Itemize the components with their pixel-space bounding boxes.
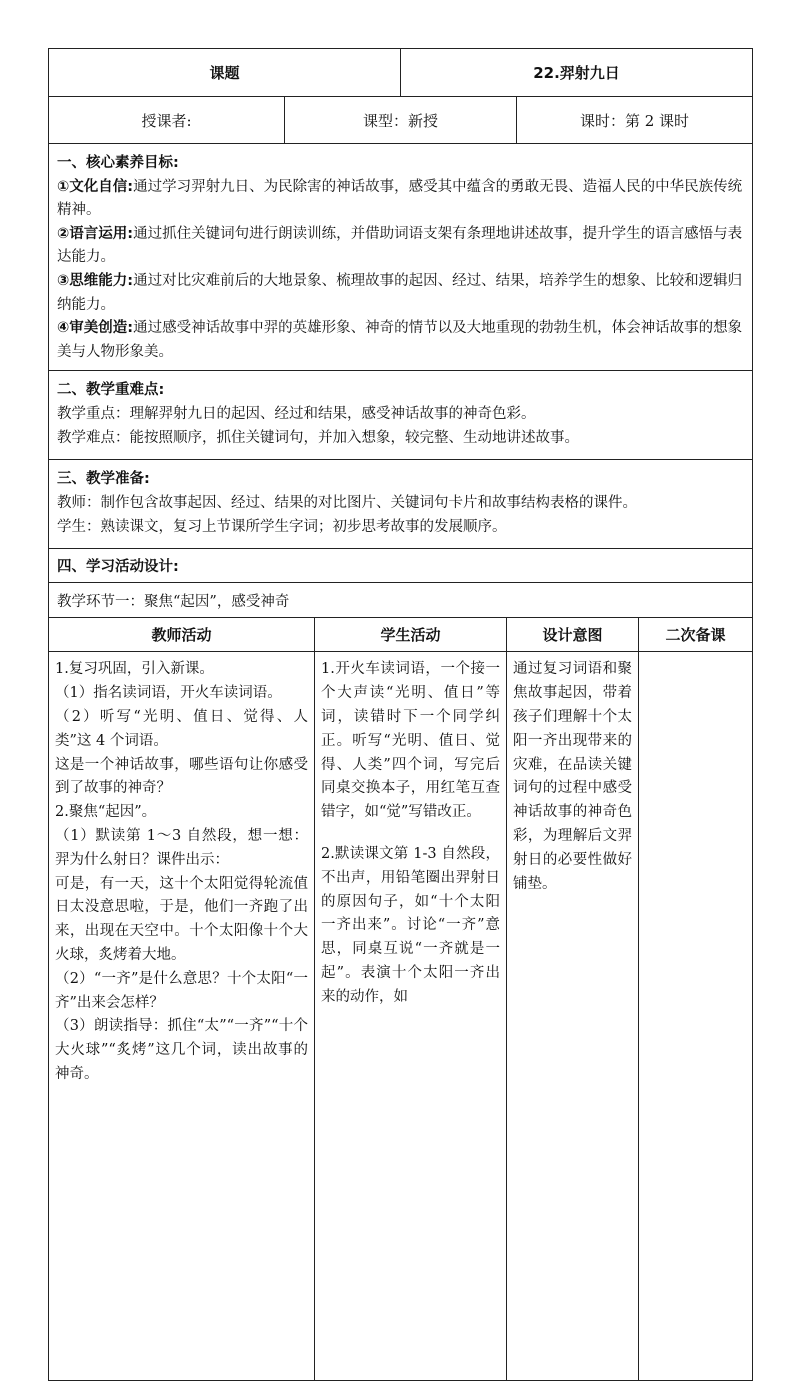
lesson-type: 课型：新授 [285,97,517,144]
teacher-line: （3）朗读指导：抓住“太”“一齐”“十个大火球”“炙烤”这几个词，读出故事的神奇。 [55,1018,308,1082]
teacher-line: 1.复习巩固，引入新课。 [55,661,214,678]
goals-heading: 一、核心素养目标: [57,155,179,171]
col-header-second-prep: 二次备课 [639,618,753,652]
keypoints-heading: 二、教学重难点: [57,382,165,399]
design-intent-cell [507,652,639,1381]
teacher-label: 授课者: [49,97,285,144]
teacher-line: （1）指名读词语，开火车读词语。 [55,685,282,702]
stage1-row [49,583,753,618]
col-header-student: 学生活动 [315,618,507,652]
intent-text: 通过复习词语和聚焦故事起因，带着孩子们理解十个太阳一齐出现带来的灾难，在品读关键词句的过程中感受神话故事的神奇色彩，为理解后文羿射日的必要性做好铺垫。 [513,661,632,892]
prep-student-line: 学生：熟读课文，复习上节课所学生字词；初步思考故事的发展顺序。 [57,518,507,535]
teacher-line: 可是，有一天，这十个太阳觉得轮流值日太没意思啦，于是，他们一齐跑了出来，出现在天空中。十个太阳像十个大火球，炙烤着大地。 [55,875,308,963]
prep-teacher-line: 教师：制作包含故事起因、经过、结果的对比图片、关键词句卡片和故事结构表格的课件。 [57,494,637,511]
goal-item: ③思维能力:通过对比灾难前后的大地景象、梳理故事的起因、经过、结果，培养学生的想象、比较和逻辑归纳能力。 [57,272,743,313]
spacer [321,825,500,843]
lesson-period: 课时：第 2 课时 [517,97,753,144]
info-row [49,97,753,144]
teacher-activity-cell [49,652,315,1381]
activity-header-row [49,618,753,652]
section-preparation [49,460,753,549]
teacher-line: 2.聚焦“起因”。 [55,804,157,821]
keypoint-line: 教学重点：理解羿射九日的起因、经过和结果，感受神话故事的神奇色彩。 [57,405,536,422]
goal-item: ④审美创造:通过感受神话故事中羿的英雄形象、神奇的情节以及大地重现的勃勃生机，体会神话故事的想象美与人物形象美。 [57,320,743,360]
prep-heading: 三、教学准备: [57,471,150,488]
topic-label: 课题 [49,49,401,97]
col-header-teacher: 教师活动 [49,618,315,652]
student-block: 1.开火车读词语，一个接一个大声读“光明、值日”等词，读错时下一个同学纠正。听写“光明、值日、觉得、人类”四个词，写完后同桌交换本子，用红笔互查错字，如“觉”写错改正。 [321,661,500,821]
col-header-intent: 设计意图 [507,618,639,652]
teacher-line: （2）听写“光明、值日、觉得、人类”这 4 个词语。 [55,708,308,749]
lesson-plan-page [48,48,752,1381]
student-block: 2.默读课文第 1-3 自然段，不出声，用铅笔圈出羿射日的原因句子，如“十个太阳一齐出来”。讨论“一齐”意思，同桌互说“一齐就是一起”。表演十个太阳一齐出来的动作，如 [321,845,500,1005]
activity-table [48,617,753,1381]
activities-heading: 四、学习活动设计: [49,549,753,583]
activity-body-row [49,652,753,1381]
stage1-title: 教学环节一：聚焦“起因”，感受神奇 [49,583,753,618]
teacher-line: 这是一个神话故事，哪些语句让你感受到了故事的神奇？ [55,756,308,797]
section-activities-heading-row [49,549,753,583]
goal-item: ①文化自信:通过学习羿射九日、为民除害的神话故事，感受其中蕴含的勇敢无畏、造福人民的中华民族传统精神。 [57,178,743,219]
lesson-plan-table [48,48,753,618]
goal-item: ②语言运用:通过抓住关键词句进行朗读训练，并借助词语支架有条理地讲述故事，提升学生的语言感悟与表达能力。 [57,225,743,266]
difficulty-line: 教学难点：能按照顺序，抓住关键词句，并加入想象，较完整、生动地讲述故事。 [57,429,579,446]
section-key-points [49,371,753,460]
student-activity-cell [315,652,507,1381]
teacher-line: （1）默读第 1～3 自然段，想一想：羿为什么射日？课件出示： [55,827,308,868]
second-prep-cell [639,652,753,1381]
topic-row [49,49,753,97]
teacher-line: （2）“一齐”是什么意思？十个太阳“一齐”出来会怎样？ [55,970,308,1011]
section-goals [49,144,753,371]
topic-value: 22.羿射九日 [401,49,753,97]
